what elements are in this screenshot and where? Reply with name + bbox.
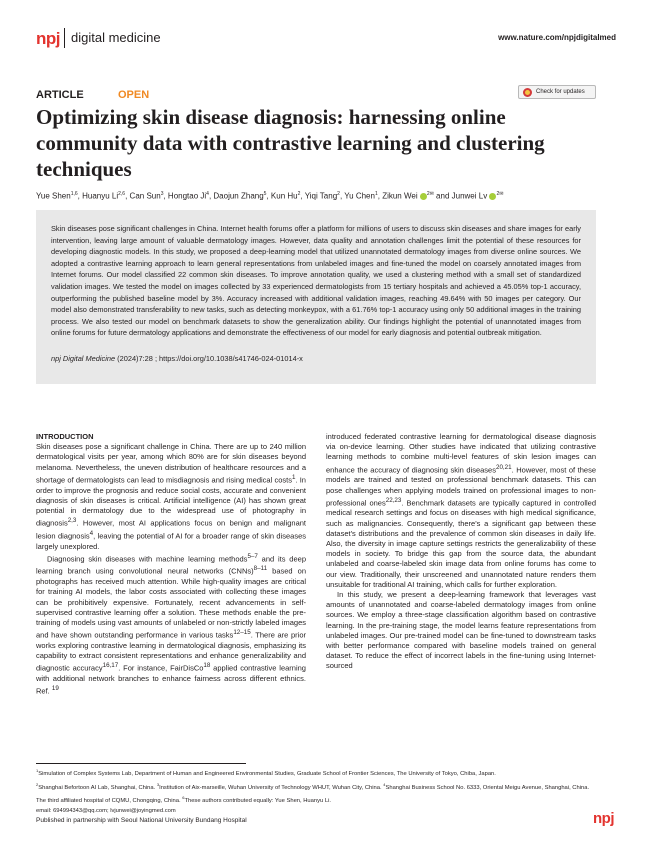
equal-contribution-note: These authors contributed equally: Yue Shen, Huanyu Li. (184, 797, 331, 804)
check-for-updates-label: Check for updates (536, 89, 585, 95)
correspondence-email[interactable]: email: 694994343@qq.com; lvjunwei@joyingmed.com (36, 807, 176, 814)
author-name[interactable]: Kun Hu (270, 191, 298, 201)
npj-footer-logo: npj (593, 810, 614, 827)
affiliation-ref: 2 (337, 191, 340, 197)
article-type-label: ARTICLE (36, 89, 84, 101)
affiliation: Simulation of Complex Systems Lab, Department of Human and Engineered Environmental Studies, Graduate School of Frontier Sciences, The University of Tokyo, Chiba, Japan. (38, 770, 496, 777)
affiliation-ref: 2,6 (118, 191, 126, 197)
journal-url-link[interactable]: www.nature.com/npjdigitalmed (498, 33, 616, 42)
body-paragraph: Skin diseases pose a significant challenge in China. There are up to 240 million dermatological visits per year, among which 80% are for skin diseases beyond melanoma. Nevertheless, the uneven distribution of healthcare resources and a shortage of dermatologists can lead to misdiagnosis and rising medical costs$^1$. In order to improve the prognosis and reduce social costs, accurate and convenient diagnosis of skin diseases is critical. Artificial intelligence (AI) has shown great potential in dermatology due to the widespread use of photography in diagnosis$^{2,3}$. However, most AI applications focus on benign and malignant lesion diagnosis$^4$, leaving the potential of AI for a broader range of skin diseases largely unexplored. (36, 442, 306, 551)
article-title: Optimizing skin disease diagnosis: harnessing online community data with contrastive learning and clustering techniques (36, 105, 545, 181)
author-name[interactable]: Yue Shen (36, 191, 71, 201)
affiliation: The third affiliated hospital of CQMU, Chongqing, China. (36, 797, 181, 804)
reference-link[interactable]: 18 (203, 662, 211, 670)
body-column-right (326, 432, 596, 672)
author-name[interactable]: Daojun Zhang (213, 191, 264, 201)
logo-divider (64, 28, 65, 48)
citation-line (51, 354, 303, 363)
author-name[interactable]: Can Sun (129, 191, 161, 201)
abstract-box (36, 210, 596, 384)
check-for-updates-button[interactable] (518, 85, 596, 99)
affiliation-ref: 4 (206, 191, 209, 197)
body-paragraph: In this study, we present a deep-learning framework that leverages vast amounts of unannotated and coarse-labeled dermatology images from online sources. We employ a three-stage classification algorithm based on contrastive learning. In the pre-training stage, the model learns feature representations from unlabeled images. Our pre-trained model can be fine-tuned to downstream tasks with better performance compared with baseline models trained on general dataset. To reduce the effect of incorrect labels in the fine-tuning using Internet-sourced (326, 590, 596, 671)
reference-link[interactable]: 12–15 (233, 629, 251, 637)
citation-journal: npj Digital Medicine (51, 354, 116, 363)
partnership-footer: Published in partnership with Seoul National University Bundang Hospital (36, 817, 247, 824)
affiliation-ref: 1 (374, 191, 378, 197)
footnote-divider (36, 763, 246, 764)
npj-logo: npj (36, 29, 60, 48)
orcid-icon[interactable] (420, 193, 427, 200)
affiliation-ref: 2✉ (496, 191, 504, 197)
reference-link[interactable]: 22,23 (385, 496, 402, 504)
reference-link[interactable]: 5–7 (247, 552, 258, 560)
open-access-label: OPEN (118, 89, 150, 101)
author-name[interactable]: Hongtao Ji (167, 191, 207, 201)
citation-doi[interactable]: (2024)7:28 ; https://doi.org/10.1038/s41746-024-01014-x (115, 354, 303, 363)
affiliation: Institution of Aix-marseille, Wuhan University of Technology WHUT, Wuhan City, China. (159, 784, 382, 791)
body-paragraph: Diagnosing skin diseases with machine learning methods$^{5-7}$ and its deep learning branch using convolutional neural networks (CNNs)$^{8-11}$ based on photographs has received much attention. While high-quality images are critical for training AI models, the labor costs associated with collecting these images can be prohibitively expensive. Fortunately, recent advancements in self-supervised contrastive learning offer a solution. These methods enable the pre-training of models using vast amounts of unlabeled or non-strictly labeled images and have shown outstanding performance in various tasks$^{12-15}$. There are prior works exploring contrastive learning in dermatological diagnosis, emphasizing its capability to extract consistent representations and enhance generalizability and diagnostic accuracy$^{16,17}$. For instance, FairDisCo$^{18}$ applied contrastive learning with additional network branches to enhance fairness across different ethnics. Ref. $^{19}$ (36, 552, 306, 696)
reference-link[interactable]: 2,3 (67, 517, 77, 525)
affiliation-ref: 2 (297, 191, 301, 197)
reference-link[interactable]: 1 (291, 473, 296, 481)
reference-link[interactable]: 20,21 (495, 463, 512, 471)
journal-name: digital medicine (71, 30, 161, 45)
author-name[interactable]: Zikun Wei (382, 191, 418, 201)
affiliation-ref: 3 (160, 191, 164, 197)
affiliations-footnote: $^1$Simulation of Complex Systems Lab, Department of Human and Engineered Environmental Studies, Graduate School of Frontier Sciences, The University of Tokyo, Chiba, Japan. $^2$Shanghai Befortoon AI Lab, Shanghai, China. $^3$Institution of Aix-marseille, Wuhan University of Technology WHUT, Wuhan City, China. $^4$Shanghai Business School No. 6333, Oriental Meigu Avenue, Shanghai, China. The third affiliated hospital of CQMU, Chongqing, China. $^6$These authors contributed equally: Yue Shen, Huanyu Li. email: 694994343@qq.com; lvjunwei@joyingmed.com (36, 768, 590, 814)
reference-link[interactable]: 8–11 (253, 565, 268, 573)
body-paragraph: introduced federated contrastive learning for dermatological disease diagnosis via on-device learning. Other studies have indicated that utilizing contrastive learning methods to combine multi-level features of skin lesion images can enhance the accuracy of diagnosing skin diseases$^{20,21}$. However, most of these models are trained and tested on professional benchmark datasets. This can pose challenges when applying models trained on professional images to non-professional ones$^{22,23}$. Benchmark datasets are typically captured in controlled medical research settings and focus on diseases with high medical significance, such as malignancies. Consequently, there's a significant gap between these dataset's distributions and the prevalence of common skin diseases in daily life. Also, the diversity in image capture settings restricts the generalizability of these models in society. To bridge this gap from the source data, the abundant unlabeled and coarse-labeled skin image data from online forums has come to our view. Traditionally, their unscreened and unannotated nature renders them unsuitable for traditional AI training, which calls for further exploration. (326, 432, 596, 589)
affiliation-ref: 1,6 (70, 191, 78, 197)
body-column-left (36, 432, 306, 697)
author-list: Yue Shen$^{1,6}$, Huanyu Li$^{2,6}$, Can Sun$^3$, Hongtao Ji$^4$, Daojun Zhang$^5$, Kun Hu$^2$, Yiqi Tang$^2$, Yu Chen$^1$, Zikun Wei $^{2✉}$ and Junwei Lv $^{2✉}$ (36, 191, 504, 201)
author-name[interactable]: Yu Chen (344, 191, 375, 201)
affiliation: Shanghai Befortoon AI Lab, Shanghai, China. (38, 784, 156, 791)
affiliation-ref: 2✉ (426, 191, 434, 197)
crossmark-icon (523, 88, 532, 97)
affiliation: Shanghai Business School No. 6333, Oriental Meigu Avenue, Shanghai, China. (385, 784, 590, 791)
author-name[interactable]: Junwei Lv (451, 191, 488, 201)
author-name[interactable]: Huanyu Li (82, 191, 119, 201)
abstract-text: Skin diseases pose significant challenges in China. Internet health forums offer a platform for millions of users to discuss skin diseases and share images for early intervention, leaving large amount of valuable dermatology images. However, data quality and annotation challenges limit the potential of these resources for developing diagnostic models. In this study, we proposed a deep-learning model that utilized unannotated dermatology images from diverse online sources. We adopted a contrastive learning approach to learn general representations from unlabeled images and fine-tuned the model on coarsely annotated images from Internet forums. Our model classified 22 common skin diseases. To improve annotation quality, we used a clustering method with a small set of standardized validation images. We tested the model on images collected by 33 experienced dermatologists from 15 tertiary hospitals and achieved a 45.05% top-1 accuracy, outperforming the published baseline model by 3%. Accuracy increased with additional validation images, reaching 49.64% with 50 images per category. Our model also demonstrated transferability to new tasks, such as detecting monkeypox, with a 61.76% top-1 accuracy using only 50 additional images in the training process. We also tested our model on benchmark datasets to show the generalization ability. Our findings highlight the potential of unannotated images from online forums for future dermatology applications and demonstrate the effectiveness of our model for early diagnosis and potential outbreak mitigation. (51, 224, 581, 338)
journal-header (36, 26, 616, 50)
affiliation-ref: 5 (263, 191, 267, 197)
section-heading: INTRODUCTION (36, 432, 94, 441)
reference-link[interactable]: 19 (51, 685, 59, 693)
author-name[interactable]: Yiqi Tang (304, 191, 338, 201)
reference-link[interactable]: 16,17 (102, 662, 119, 670)
reference-link[interactable]: 4 (89, 529, 94, 537)
